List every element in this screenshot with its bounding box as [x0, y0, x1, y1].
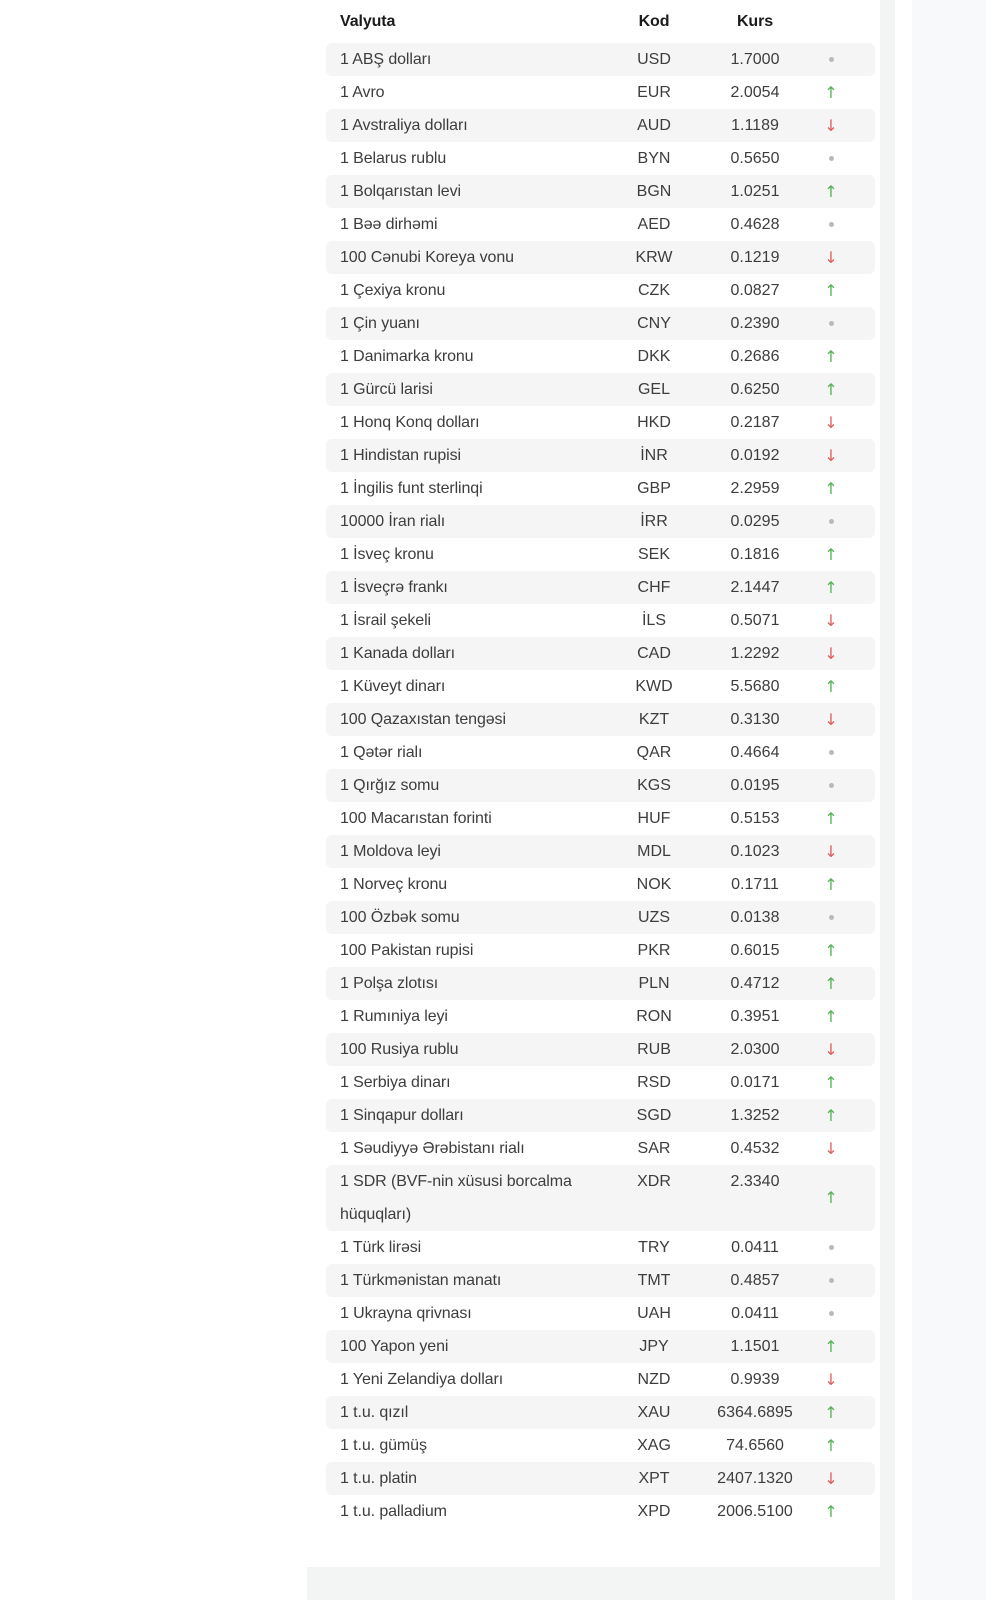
table-header-row: [326, 0, 875, 43]
currency-rate: 0.4857: [730, 1272, 780, 1289]
currency-name: 1 Qırğız somu: [340, 777, 440, 794]
currency-name: 1 Moldova leyi: [340, 843, 441, 860]
currency-code: İNR: [640, 447, 668, 464]
currency-code: XPD: [637, 1503, 671, 1520]
trend-cell: [811, 274, 851, 307]
table-row: [326, 1099, 875, 1132]
currency-rate: 0.5071: [730, 612, 780, 629]
table-row: [326, 373, 875, 406]
trend-cell: [811, 1066, 851, 1099]
table-row: [326, 967, 875, 1000]
currency-name: 1 Norveç kronu: [340, 876, 448, 893]
down-arrow-icon: ↓: [824, 1039, 838, 1059]
table-row: [326, 406, 875, 439]
currency-name: 1 Səudiyyə Ərəbistanı rialı: [340, 1140, 525, 1157]
table-row: [326, 868, 875, 901]
currency-name: 1 Belarus rublu: [340, 150, 447, 167]
trend-cell: [811, 1231, 851, 1264]
currency-name: 1 Türkmənistan manatı: [340, 1272, 502, 1289]
table-row: [326, 505, 875, 538]
currency-code: GBP: [637, 480, 671, 497]
table-row: [326, 901, 875, 934]
right-gutter: [895, 0, 912, 1600]
currency-code: CAD: [637, 645, 671, 662]
page-background: [307, 0, 895, 1600]
down-arrow-icon: ↓: [824, 412, 838, 432]
currency-code: XAG: [637, 1437, 671, 1454]
down-arrow-icon: ↓: [824, 247, 838, 267]
up-arrow-icon: ↑: [824, 1501, 838, 1521]
up-arrow-icon: ↑: [824, 82, 838, 102]
up-arrow-icon: ↑: [824, 379, 838, 399]
currency-code: AUD: [637, 117, 671, 134]
currency-code: XAU: [637, 1404, 671, 1421]
currency-name: 1 İsveçrə frankı: [340, 579, 448, 596]
currency-name: 1 t.u. platin: [340, 1470, 417, 1487]
currency-name: 1 Danimarka kronu: [340, 348, 474, 365]
currency-name: 100 Cənubi Koreya vonu: [340, 249, 514, 266]
currency-code: CHF: [637, 579, 671, 596]
currency-rate: 1.1501: [730, 1338, 780, 1355]
table-row: [326, 1231, 875, 1264]
currency-rate: 6364.6895: [717, 1404, 793, 1421]
currency-code: NOK: [636, 876, 672, 893]
up-arrow-icon: ↑: [824, 181, 838, 201]
table-row: [326, 670, 875, 703]
currency-code: TMT: [637, 1272, 671, 1289]
down-arrow-icon: ↓: [824, 115, 838, 135]
currency-rate: 0.5153: [730, 810, 780, 827]
trend-cell: [811, 769, 851, 802]
currency-name: 1 t.u. gümüş: [340, 1437, 427, 1454]
table-row: [326, 307, 875, 340]
currency-rate: 1.7000: [730, 51, 780, 68]
currency-name: 1 Avro: [340, 84, 385, 101]
currency-rate: 0.2187: [730, 414, 780, 431]
down-arrow-icon: ↓: [824, 1138, 838, 1158]
down-arrow-icon: ↓: [824, 445, 838, 465]
exchange-rates-table: [326, 0, 875, 1528]
table-row: [326, 571, 875, 604]
table-row: [326, 637, 875, 670]
currency-name: 1 İsrail şekeli: [340, 612, 431, 629]
currency-code: UZS: [638, 909, 670, 926]
currency-name: 10000 İran rialı: [340, 513, 446, 530]
currency-name: 1 Küveyt dinarı: [340, 678, 446, 695]
up-arrow-icon: ↑: [824, 544, 838, 564]
trend-cell: [811, 670, 851, 703]
table-row: [326, 1033, 875, 1066]
table-row: [326, 142, 875, 175]
currency-code: HUF: [637, 810, 671, 827]
table-row: [326, 76, 875, 109]
header-rate: Kurs: [736, 12, 774, 30]
currency-name: 100 Macarıstan forinti: [340, 810, 492, 827]
currency-rate: 2006.5100: [717, 1503, 793, 1520]
trend-cell: [811, 604, 851, 637]
currency-code: BYN: [637, 150, 671, 167]
up-arrow-icon: ↑: [824, 346, 838, 366]
currency-code: KRW: [635, 249, 673, 266]
currency-name: 100 Qazaxıstan tengəsi: [340, 711, 506, 728]
currency-rate: 0.1711: [731, 876, 779, 893]
trend-cell: [811, 1000, 851, 1033]
currency-code: BGN: [636, 183, 672, 200]
down-arrow-icon: ↓: [824, 643, 838, 663]
trend-cell: [811, 934, 851, 967]
currency-code: KGS: [637, 777, 671, 794]
currency-rate: 0.9939: [730, 1371, 780, 1388]
up-arrow-icon: ↑: [824, 1402, 838, 1422]
currency-code: RUB: [637, 1041, 671, 1058]
currency-name: 1 Avstraliya dolları: [340, 117, 468, 134]
currency-name: 1 Sinqapur dolları: [340, 1107, 464, 1124]
trend-cell: [811, 1363, 851, 1396]
table-row: [326, 1264, 875, 1297]
currency-name: 1 Gürcü larisi: [340, 381, 433, 398]
table-row: [326, 1363, 875, 1396]
up-arrow-icon: ↑: [824, 280, 838, 300]
up-arrow-icon: ↑: [824, 1105, 838, 1125]
up-arrow-icon: ↑: [824, 874, 838, 894]
currency-code: EUR: [637, 84, 671, 101]
currency-code: TRY: [638, 1239, 670, 1256]
trend-cell: [811, 1429, 851, 1462]
currency-rate: 1.1189: [731, 117, 779, 134]
currency-name: 1 Polşa zlotısı: [340, 975, 439, 992]
trend-cell: [811, 1462, 851, 1495]
table-row: [326, 340, 875, 373]
currency-rate: 0.6015: [730, 942, 780, 959]
table-row: [326, 1297, 875, 1330]
currency-name: 1 Bəə dirhəmi: [340, 216, 438, 233]
trend-cell: [811, 1264, 851, 1297]
flat-dot-icon: [829, 750, 834, 755]
currency-code: UAH: [637, 1305, 671, 1322]
trend-cell: [811, 43, 851, 76]
currency-name: 1 Çexiya kronu: [340, 282, 446, 299]
currency-rate: 0.0295: [730, 513, 780, 530]
trend-cell: [811, 1495, 851, 1528]
trend-cell: [811, 703, 851, 736]
trend-cell: [811, 109, 851, 142]
flat-dot-icon: [829, 57, 834, 62]
table-row: [326, 1396, 875, 1429]
currency-code: SAR: [637, 1140, 671, 1157]
down-arrow-icon: ↓: [824, 841, 838, 861]
currency-code: KWD: [635, 678, 673, 695]
up-arrow-icon: ↑: [824, 1336, 838, 1356]
table-row: [326, 109, 875, 142]
table-row: [326, 439, 875, 472]
header-currency: Valyuta: [340, 12, 396, 30]
currency-rate: 0.1219: [730, 249, 780, 266]
trend-cell: [811, 571, 851, 604]
table-row: [326, 1000, 875, 1033]
trend-cell: [811, 142, 851, 175]
trend-cell: [811, 175, 851, 208]
currency-rate: 2.0300: [730, 1041, 780, 1058]
currency-rate: 0.2686: [730, 348, 780, 365]
currency-rate: 0.1816: [730, 546, 780, 563]
rates-table-body: [326, 43, 875, 1528]
trend-cell: [811, 1396, 851, 1429]
currency-rate: 0.4532: [730, 1140, 780, 1157]
trend-cell: [811, 868, 851, 901]
flat-dot-icon: [829, 519, 834, 524]
trend-cell: [811, 208, 851, 241]
table-row: [326, 835, 875, 868]
currency-rate: 0.0192: [730, 447, 780, 464]
currency-code: MDL: [637, 843, 671, 860]
up-arrow-icon: ↑: [824, 973, 838, 993]
currency-name: 1 Çin yuanı: [340, 315, 420, 332]
currency-name: 1 ABŞ dolları: [340, 51, 432, 68]
trend-cell: [811, 1033, 851, 1066]
currency-code: HKD: [637, 414, 671, 431]
up-arrow-icon: ↑: [824, 940, 838, 960]
currency-rate: 2.0054: [730, 84, 780, 101]
currency-rate: 0.0411: [731, 1239, 779, 1256]
table-row: [326, 1165, 875, 1231]
currency-code: XDR: [637, 1173, 671, 1190]
trend-cell: [811, 637, 851, 670]
currency-name: 1 Bolqarıstan levi: [340, 183, 461, 200]
table-row: [326, 604, 875, 637]
currency-code: AED: [637, 216, 671, 233]
down-arrow-icon: ↓: [824, 709, 838, 729]
down-arrow-icon: ↓: [824, 1468, 838, 1488]
table-row: [326, 802, 875, 835]
up-arrow-icon: ↑: [824, 577, 838, 597]
currency-rate: 0.6250: [730, 381, 780, 398]
currency-code: JPY: [639, 1338, 669, 1355]
table-row: [326, 175, 875, 208]
currency-rate: 0.4664: [730, 744, 780, 761]
trend-cell: [811, 307, 851, 340]
trend-cell: [811, 406, 851, 439]
table-row: [326, 1066, 875, 1099]
exchange-rates-card: [307, 0, 880, 1567]
trend-cell: [811, 835, 851, 868]
currency-rate: 0.3130: [730, 711, 780, 728]
currency-rate: 0.3951: [730, 1008, 780, 1025]
table-row: [326, 769, 875, 802]
trend-cell: [811, 1132, 851, 1165]
up-arrow-icon: ↑: [824, 676, 838, 696]
trend-cell: [811, 967, 851, 1000]
currency-name: 100 Pakistan rupisi: [340, 942, 474, 959]
currency-code: QAR: [636, 744, 672, 761]
table-row: [326, 1132, 875, 1165]
currency-name: 1 Yeni Zelandiya dolları: [340, 1371, 504, 1388]
table-row: [326, 1462, 875, 1495]
up-arrow-icon: ↑: [824, 1072, 838, 1092]
up-arrow-icon: ↑: [824, 1188, 838, 1207]
currency-name: 1 t.u. qızıl: [340, 1404, 409, 1421]
currency-code: SEK: [637, 546, 670, 563]
table-row: [326, 43, 875, 76]
currency-code: NZD: [637, 1371, 671, 1388]
table-row: [326, 934, 875, 967]
up-arrow-icon: ↑: [824, 1006, 838, 1026]
trend-cell: [811, 340, 851, 373]
up-arrow-icon: ↑: [824, 808, 838, 828]
table-row: [326, 274, 875, 307]
currency-rate: 0.0138: [730, 909, 780, 926]
currency-name: 1 İsveç kronu: [340, 546, 434, 563]
currency-rate: 0.4712: [730, 975, 780, 992]
currency-rate: 0.0411: [731, 1305, 779, 1322]
currency-name: 1 Hindistan rupisi: [340, 447, 461, 464]
currency-code: XPT: [638, 1470, 670, 1487]
currency-code: İLS: [641, 612, 666, 629]
table-row: [326, 1495, 875, 1528]
currency-rate: 1.3252: [730, 1107, 780, 1124]
trend-cell: [811, 901, 851, 934]
table-row: [326, 241, 875, 274]
currency-rate: 0.4628: [730, 216, 780, 233]
trend-cell: [811, 439, 851, 472]
currency-name: 1 İngilis funt sterlinqi: [340, 480, 483, 497]
trend-cell: [811, 1297, 851, 1330]
table-row: [326, 472, 875, 505]
flat-dot-icon: [829, 783, 834, 788]
trend-cell: [811, 241, 851, 274]
table-row: [326, 208, 875, 241]
trend-cell: [811, 472, 851, 505]
flat-dot-icon: [829, 915, 834, 920]
trend-cell: [811, 373, 851, 406]
table-row: [326, 703, 875, 736]
currency-rate: 0.5650: [730, 150, 780, 167]
flat-dot-icon: [829, 1245, 834, 1250]
currency-code: PLN: [638, 975, 670, 992]
currency-code: İRR: [640, 513, 668, 530]
currency-code: DKK: [637, 348, 671, 365]
currency-code: RON: [636, 1008, 672, 1025]
currency-code: KZT: [638, 711, 670, 728]
currency-name: 1 Rumıniya leyi: [340, 1008, 448, 1025]
currency-rate: 0.0171: [730, 1074, 780, 1091]
trend-cell: [811, 1165, 851, 1231]
currency-rate: 2.3340: [730, 1173, 780, 1190]
currency-name: 1 Türk lirəsi: [340, 1239, 422, 1256]
currency-rate: 2.2959: [730, 480, 780, 497]
down-arrow-icon: ↓: [824, 610, 838, 630]
currency-rate: 74.6560: [726, 1437, 784, 1454]
trend-cell: [811, 736, 851, 769]
currency-rate: 0.1023: [730, 843, 780, 860]
flat-dot-icon: [829, 222, 834, 227]
trend-cell: [811, 1330, 851, 1363]
currency-name: 100 Rusiya rublu: [340, 1041, 459, 1058]
currency-code: RSD: [637, 1074, 671, 1091]
up-arrow-icon: ↑: [824, 478, 838, 498]
currency-rate: 0.2390: [730, 315, 780, 332]
flat-dot-icon: [829, 321, 834, 326]
currency-name: 1 t.u. palladium: [340, 1503, 447, 1520]
trend-cell: [811, 802, 851, 835]
flat-dot-icon: [829, 1278, 834, 1283]
header-code: Kod: [638, 12, 670, 30]
trend-cell: [811, 76, 851, 109]
up-arrow-icon: ↑: [824, 1435, 838, 1455]
table-row: [326, 736, 875, 769]
currency-name: 1 Qətər rialı: [340, 744, 423, 761]
table-row: [326, 1429, 875, 1462]
currency-name: 1 Honq Konq dolları: [340, 414, 480, 431]
trend-cell: [811, 1099, 851, 1132]
currency-code: CZK: [638, 282, 670, 299]
currency-name: 1 Serbiya dinarı: [340, 1074, 451, 1091]
flat-dot-icon: [829, 156, 834, 161]
currency-rate: 2407.1320: [717, 1470, 793, 1487]
currency-name: 1 Ukrayna qrivnası: [340, 1305, 472, 1322]
table-row: [326, 1330, 875, 1363]
currency-rate: 1.2292: [730, 645, 780, 662]
flat-dot-icon: [829, 1311, 834, 1316]
currency-code: SGD: [636, 1107, 672, 1124]
currency-code: CNY: [637, 315, 671, 332]
currency-rate: 2.1447: [730, 579, 780, 596]
currency-name: 1 SDR (BVF-nin xüsusi borcalma hüquqları): [340, 1173, 572, 1223]
currency-rate: 5.5680: [730, 678, 780, 695]
right-panel: [912, 0, 986, 1600]
currency-code: PKR: [637, 942, 671, 959]
trend-cell: [811, 505, 851, 538]
currency-rate: 1.0251: [730, 183, 780, 200]
down-arrow-icon: ↓: [824, 1369, 838, 1389]
currency-rate: 0.0195: [730, 777, 780, 794]
currency-name: 100 Yapon yeni: [340, 1338, 449, 1355]
table-row: [326, 538, 875, 571]
currency-rate: 0.0827: [730, 282, 780, 299]
currency-code: USD: [637, 51, 671, 68]
currency-code: GEL: [637, 381, 670, 398]
currency-name: 1 Kanada dolları: [340, 645, 455, 662]
trend-cell: [811, 538, 851, 571]
currency-name: 100 Özbək somu: [340, 909, 460, 926]
